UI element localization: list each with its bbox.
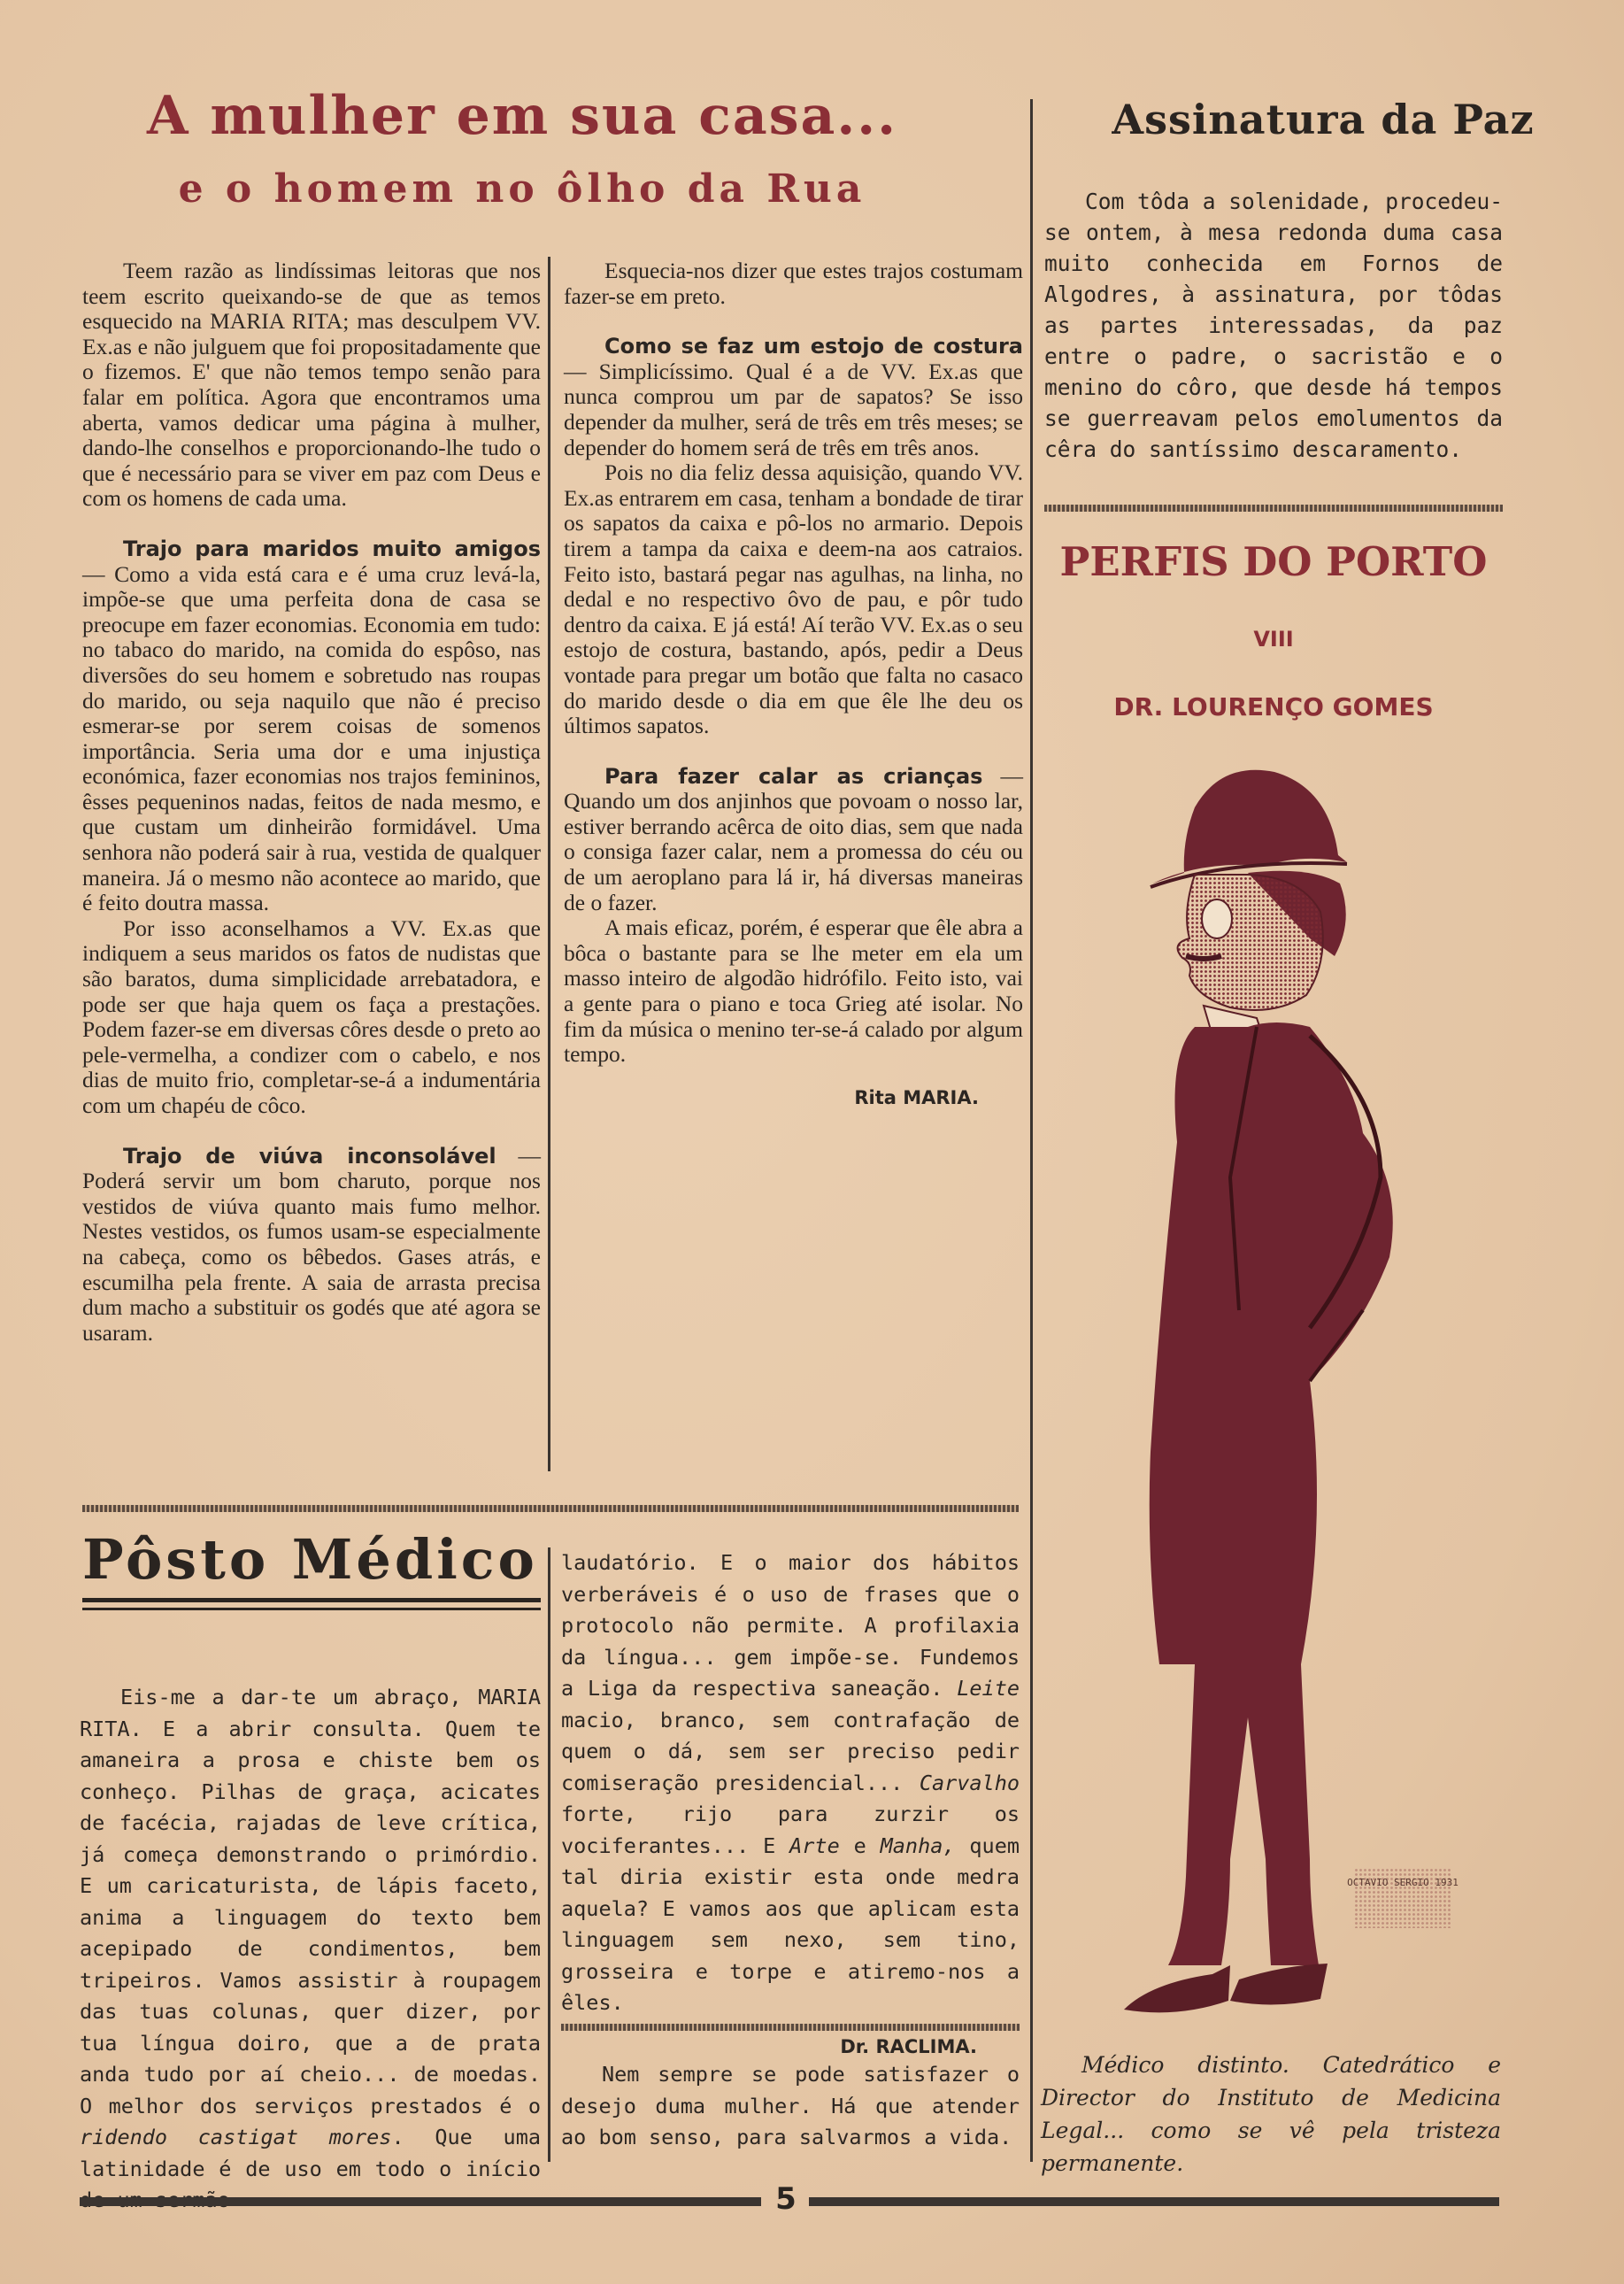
caption-text: Médico distinto. Catedrático e Director do Instituto de Medicina Legal... como se vê pela tristeza permanente. — [1041, 2052, 1501, 2176]
article1-section1-para2: Por isso aconselhamos a VV. Ex.as que indiquem a seus maridos os fatos de nudistas que são baratos, duma simplicidade arrebatadora, e pode ser que haja quem os faça a prestações. Podem fazer-se em diversas côres desde o preto ao pele-vermelha, a condizer com o cabelo, e nos dias de muito frio, completar-se-á a indumentária com um chapéu de côco. — [82, 914, 541, 1118]
article1-section1-heading: Trajo para maridos muito amigos — [123, 536, 541, 561]
article1-section1-text: — Como a vida está cara e é uma cruz levá-la, impõe-se que uma perfeita dona de casa se preocupe em fazer economias. Economia em tudo: no tabaco do marido, na comida do espôso, nas diversões do seu homem e sobretudo nas roupas do marido, ou seja naquilo que não é preciso esmerar-se por serem coisas de somenos importância. Seria uma dor e uma injustiça económica, fazer economias nos trajos femininos, êsses pequeninos nadas, feitos de nada mesmo, e que custam um dinheirão formidável. Uma senhora não poderá sair à rua, vestida de qualquer maneira. Já o mesmo não acontece ao marido, que é feito doutra massa. — [82, 560, 541, 916]
article3-name: DR. LOURENÇO GOMES — [1113, 692, 1434, 721]
article1-section4-text: — Quando um dos anjinhos que povoam o nosso lar, estiver berrando acêrca de oito dias, sem que nada o consiga fazer calar, nem a promessa do céu ou de um aeroplano para lá ir, há diversas maneiras de o fazer. — [564, 762, 1024, 915]
separator-bar-left — [82, 1505, 1019, 1512]
article5-body: Nem sempre se pode satisfazer o desejo duma mulher. Há que atender ao bom senso, para salvarmos a vida. — [561, 2062, 1020, 2149]
article1-section4-heading: Para fazer calar as crianças — [604, 763, 983, 789]
article1-section3-text: — Simplicíssimo. Qual é a de VV. Ex.as que nunca comprou um par de sapatos? Se isso depender da mulher, será de três em três meses; se depender do homem será de três em três anos. — [564, 358, 1023, 460]
article4-col2-leite: Leite — [957, 1676, 1020, 1701]
footer-rule-right — [809, 2197, 1499, 2206]
article3-title: PERFIS DO PORTO — [1059, 538, 1488, 585]
article4-col2-manha: Manha, — [880, 1833, 956, 1858]
article1-section2-para2: Esquecia-nos dizer que estes trajos costumam fazer-se em preto. — [564, 258, 1023, 309]
column-divider — [548, 257, 550, 1471]
article2-text — [1044, 186, 1503, 465]
article2-body: Com tôda a solenidade, procedeu-se ontem, à mesa redonda duma casa muito conhecida em Fornos de Algodres, à assinatura, por tôdas as partes interessadas, da paz entre o padre, o sacristão e o menino do côro, que desde há tempos se guerreavam pelos emolumentos da cêra do santíssimo descaramento. — [1044, 189, 1504, 462]
article1-column-2 — [564, 258, 1023, 1471]
article3-number: VIII — [1253, 627, 1294, 652]
article1-signature: Rita MARIA. — [854, 1086, 979, 1108]
article4-column-2 — [561, 1547, 1020, 2063]
separator-bar-bottom — [561, 2024, 1020, 2031]
article1-column-1 — [82, 258, 541, 1471]
medico-column-divider — [548, 1547, 550, 2162]
article4-col2-text5: quem tal diria existir esta onde medra aquela? E vamos aos que aplicam esta linguagem sem nexo, sem tino, grosseira e torpe e atiremo-nos a êles. — [561, 1833, 1020, 2015]
article4-column-1 — [80, 1682, 541, 2181]
article5-text — [561, 2059, 1020, 2154]
article4-title: Pôsto Médico — [82, 1527, 538, 1592]
article1-section3-heading: Como se faz um estojo de costura — [604, 334, 1023, 359]
article4-title-rule — [82, 1598, 541, 1602]
article1-section2-text: — Poderá servir um bom charuto, porque nos vestidos de viúva quanto mais fumo melhor. Nestes vestidos, os fumos usam-se especialmente na cabeça, como os bêbedos. Gases atrás, e escumilha pela frente. A saia de arrasta precisa dum macho a substituir os godés que até agora se usaram. — [82, 1142, 541, 1346]
article1-section3-para2: Pois no dia feliz dessa aquisição, quando VV. Ex.as entrarem em casa, tenham a bondade de tirar os sapatos da caixa e pô-los no armario. Depois tirem a tampa da caixa e deem-na aos catraios. Feito isto, bastará pegar nas agulhas, na linha, no dedal e no respectivo ôvo de pau, e pôr tudo dentro da caixa. E já está! Aí terão VV. Ex.as o seu estojo de costura, bastando, após, pedir a Deus vontade para pregar um botão que falta no casaco do marido desde o dia em que êle lhe deu os últimos sapatos. — [564, 459, 1023, 739]
footer-rule-left — [80, 2197, 761, 2206]
main-column-divider — [1030, 99, 1033, 2162]
article4-col1-end: . Que uma latinidade é de uso em todo o início — [80, 2125, 541, 2181]
article4-col2-text: laudatório. E o maior dos hábitos verberáveis é o uso de frases que o protocolo não permite. A profilaxia da língua... gem impõe-se. Fundemos a Liga da respectiva saneação. — [561, 1550, 1020, 1701]
article4-col2-arte: Arte — [789, 1833, 840, 1858]
article2-title: Assinatura da Paz — [1112, 96, 1535, 143]
artist-signature: OCTAVIO SERGIO 1931 — [1347, 1877, 1459, 1888]
article1-section2-heading: Trajo de viúva inconsolável — [123, 1143, 496, 1169]
article4-col1-latin: ridendo castigat mores — [80, 2125, 392, 2149]
article4-title-rule-2 — [82, 1608, 541, 1610]
article4-col1-text: Eis-me a dar-te um abraço, MARIA RITA. E a abrir consulta. Quem te amaneira a prosa e chiste bem os conheço. Pilhas de graça, acicates de facécia, rajadas de leve crítica, já começa demonstrando o primórdio. E um caricaturista, de lápis faceto, anima a linguagem do texto bem acepipado de condimentos, bem tripeiros. Vamos assistir à roupagem das tuas colunas, quer dizer, por tua língua doiro, que a de prata anda tudo por aí cheio... de moedas. O melhor dos serviços prestados é o — [80, 1685, 541, 2118]
article1-section4-para2: A mais eficaz, porém, é esperar que êle abra a bôca o bastante para se lhe meter em ela um masso inteiro de algodão hidrófilo. Feito isto, vai a gente para o piano e toca Grieg até isolar. No fim da música o menino ter-se-á calado por algum tempo. — [564, 914, 1023, 1068]
article4-col2-text4: e — [839, 1833, 881, 1858]
article4-col2-carvalho: Carvalho — [919, 1770, 1020, 1795]
separator-bar-right — [1044, 505, 1503, 512]
legs — [1168, 1664, 1319, 1965]
article4-signature: Dr. RACLIMA. — [840, 2035, 977, 2057]
frock-coat — [1150, 1022, 1393, 1664]
face — [1178, 875, 1323, 1010]
article1-title: A mulher em sua casa... — [146, 85, 898, 147]
article4-col2-text3: forte, rijo para zurzir os vociferantes... E — [561, 1802, 1020, 1858]
page-number: 5 — [775, 2181, 797, 2217]
article1-intro: Teem razão as lindíssimas leitoras que nos teem escrito queixando-se de que as temos esquecido na MARIA RITA; mas desculpem VV. Ex.as e não julguem que foi propositadamente que o fizemos. E' que não temos tempo senão para falar em política. Agora que encontramos uma aberta, vamos dedicar uma página à mulher, dando-lhe conselhos e proporcionando-lhe tudo o que é necessário para se viver em paz com Deus e com os homens de cada uma. — [82, 258, 541, 512]
article3-caption — [1041, 2049, 1501, 2180]
caricature-illustration — [1097, 761, 1487, 2036]
article1-subtitle: e o homem no ôlho da Rua — [178, 166, 866, 212]
article4-col2-text2: macio, branco, sem contrafação de quem o dá, sem ser preciso pedir comiseração presidencial... — [561, 1707, 1020, 1795]
